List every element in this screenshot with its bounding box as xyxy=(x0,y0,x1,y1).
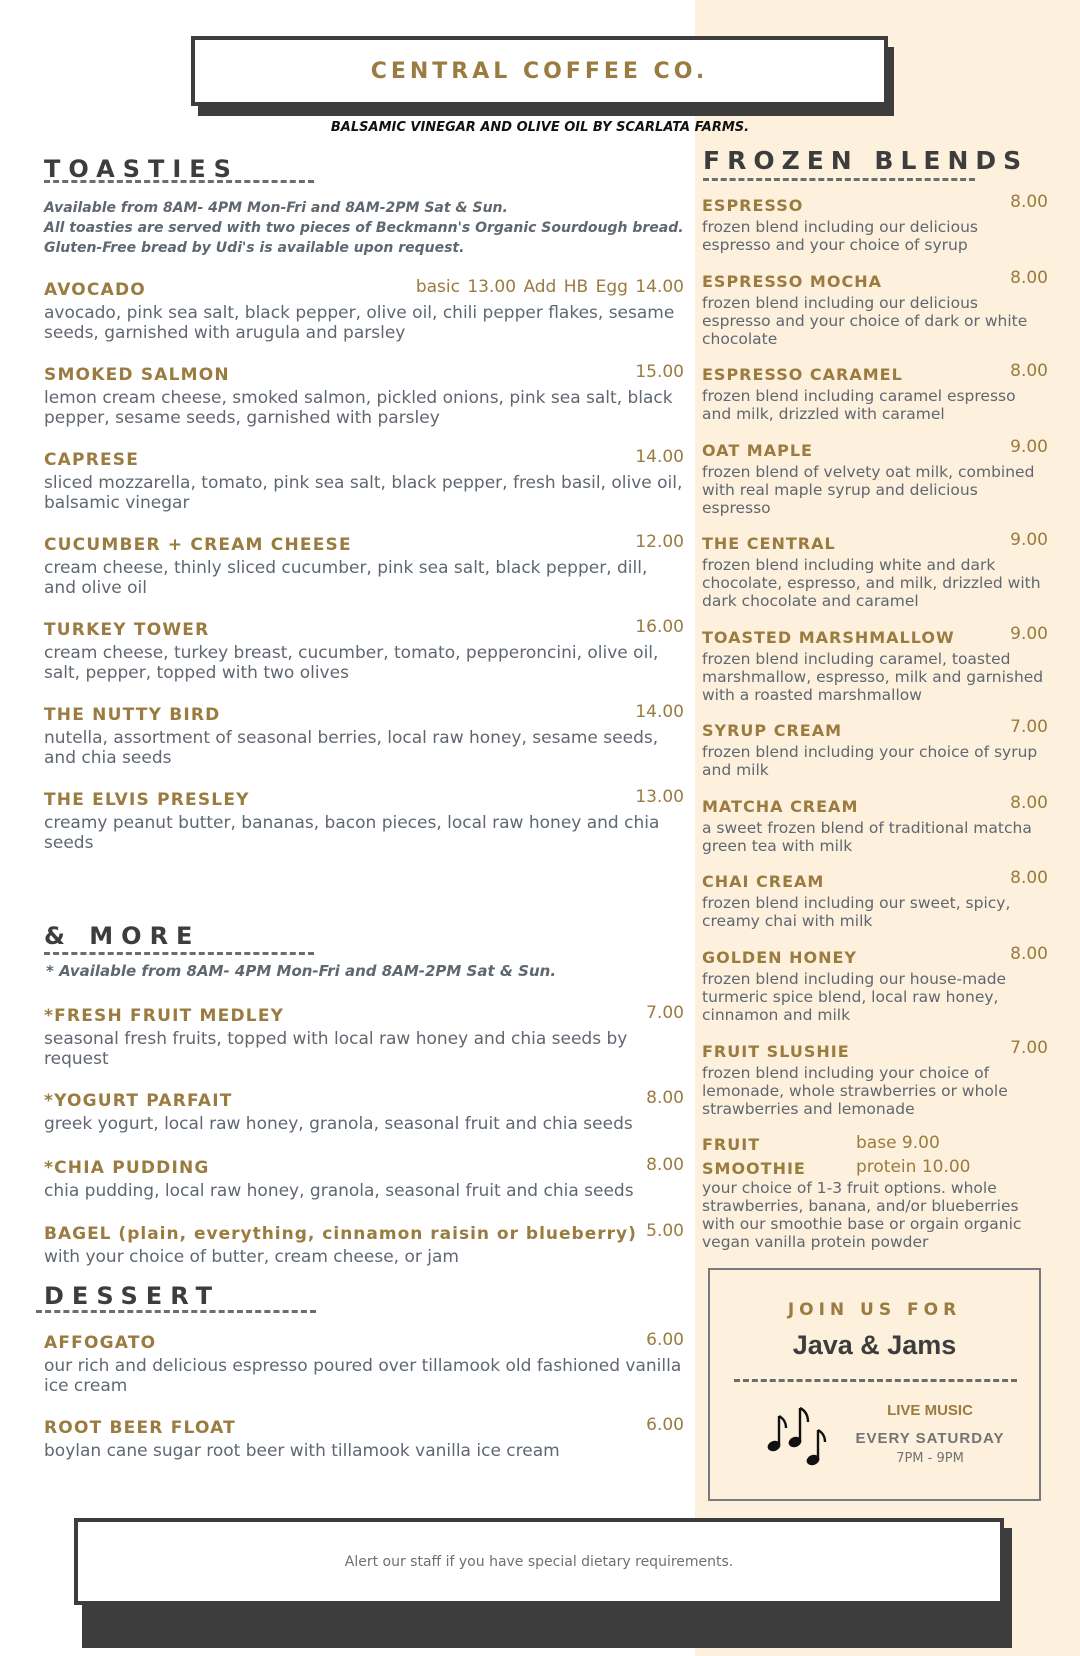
item-description: frozen blend including our delicious espresso and your choice of dark or white chocolate xyxy=(702,294,1028,348)
item-description: nutella, assortment of seasonal berries, local raw honey, sesame seeds, and chia seeds xyxy=(44,728,659,768)
menu-item-root-beer-float xyxy=(44,1417,684,1461)
item-name: ESPRESSO MOCHA xyxy=(702,272,882,291)
item-description: our rich and delicious espresso poured over tillamook old fashioned vanilla ice cream xyxy=(44,1356,682,1396)
item-price: basic 13.00 Add HB Egg 14.00 xyxy=(415,277,684,297)
item-name: SMOKED SALMON xyxy=(44,365,230,385)
item-description: frozen blend including our sweet, spicy, creamy chai with milk xyxy=(702,894,1011,930)
music-notes-icon xyxy=(762,1398,832,1468)
cafe-name: CENTRAL COFFEE CO. xyxy=(370,58,709,84)
item-description: lemon cream cheese, smoked salmon, pickled onions, pink sea salt, black pepper, sesame seeds, garnished with parsley xyxy=(44,388,673,428)
item-name: CUCUMBER + CREAM CHEESE xyxy=(44,535,352,555)
toasties-note xyxy=(44,198,684,258)
menu-item-avocado xyxy=(44,279,684,343)
menu-item-bagel xyxy=(44,1223,684,1267)
menu-item-cucumber-cream-cheese xyxy=(44,534,684,598)
item-name: *CHIA PUDDING xyxy=(44,1158,210,1178)
item-name: AFFOGATO xyxy=(44,1333,157,1353)
menu-item-nutty-bird xyxy=(44,704,684,768)
item-price: 8.00 xyxy=(1010,361,1048,381)
item-price: 8.00 xyxy=(1010,793,1048,813)
frozen-item-espresso xyxy=(702,192,1048,254)
item-description: a sweet frozen blend of traditional matcha green tea with milk xyxy=(702,819,1032,855)
item-description: avocado, pink sea salt, black pepper, olive oil, chili pepper flakes, sesame seeds, garnished with arugula and parsley xyxy=(44,303,675,343)
item-name: FRUIT SLUSHIE xyxy=(702,1042,850,1061)
item-description: frozen blend including white and dark chocolate, espresso, and milk, drizzled with dark chocolate and caramel xyxy=(702,556,1041,610)
item-price: 9.00 xyxy=(1010,624,1048,644)
item-price: 16.00 xyxy=(635,617,684,637)
toasties-note-line: Available from 8AM- 4PM Mon-Fri and 8AM-2PM Sat & Sun. xyxy=(44,200,508,216)
frozen-item-chai-cream xyxy=(702,868,1048,930)
item-description: chia pudding, local raw honey, granola, seasonal fruit and chia seeds xyxy=(44,1181,634,1201)
item-price: 13.00 xyxy=(635,787,684,807)
toasties-note-line: All toasties are served with two pieces of Beckmann's Organic Sourdough bread. xyxy=(44,220,684,236)
toasties-divider xyxy=(44,180,314,183)
item-name: SYRUP CREAM xyxy=(702,721,843,740)
item-name: ESPRESSO xyxy=(702,196,804,215)
item-description: frozen blend including caramel espresso and milk, drizzled with caramel xyxy=(702,387,1016,423)
item-name: CHAI CREAM xyxy=(702,872,825,891)
dessert-heading: DESSERT xyxy=(44,1282,220,1310)
item-description: frozen blend including your choice of lemonade, whole strawberries or whole strawberries and lemonade xyxy=(702,1064,1008,1118)
frozen-item-syrup-cream xyxy=(702,717,1048,779)
menu-item-fresh-fruit-medley xyxy=(44,1005,684,1069)
title-banner xyxy=(191,36,888,106)
item-description: frozen blend including your choice of syrup and milk xyxy=(702,743,1038,779)
item-price: 8.00 xyxy=(1010,944,1048,964)
item-name: *YOGURT PARFAIT xyxy=(44,1091,233,1111)
item-name: TURKEY TOWER xyxy=(44,620,210,640)
item-price: 8.00 xyxy=(1010,868,1048,888)
item-description: creamy peanut butter, bananas, bacon pieces, local raw honey and chia seeds xyxy=(44,813,660,853)
frozen-item-oat-maple xyxy=(702,437,1048,517)
frozen-item-fruit-slushie xyxy=(702,1038,1048,1118)
item-price: 8.00 xyxy=(646,1155,684,1175)
menu-item-chia-pudding xyxy=(44,1157,684,1201)
price-protein: protein 10.00 xyxy=(856,1157,971,1177)
item-price: 8.00 xyxy=(1010,192,1048,212)
item-name-line: FRUIT xyxy=(702,1135,761,1154)
item-name: MATCHA CREAM xyxy=(702,797,859,816)
footer-banner xyxy=(74,1518,1004,1605)
frozen-item-fruit-smoothie xyxy=(702,1135,1048,1251)
frozen-item-matcha-cream xyxy=(702,793,1048,855)
frozen-item-espresso-caramel xyxy=(702,361,1048,423)
toasties-heading: TOASTIES xyxy=(44,155,239,183)
menu-item-elvis-presley xyxy=(44,789,684,853)
item-name-line: SMOOTHIE xyxy=(702,1159,806,1178)
frozen-blends-heading: FROZEN BLENDS xyxy=(703,146,1029,175)
item-price: 9.00 xyxy=(1010,437,1048,457)
frozen-item-toasted-marshmallow xyxy=(702,624,1048,704)
dietary-notice: Alert our staff if you have special dietary requirements. xyxy=(344,1553,734,1570)
item-price: 6.00 xyxy=(646,1415,684,1435)
item-price: 14.00 xyxy=(635,702,684,722)
item-price: 9.00 xyxy=(1010,530,1048,550)
item-price: 8.00 xyxy=(1010,268,1048,288)
item-price: 8.00 xyxy=(646,1088,684,1108)
item-description: seasonal fresh fruits, topped with local raw honey and chia seeds by request xyxy=(44,1029,628,1069)
menu-item-affogato xyxy=(44,1332,684,1396)
java-and-jams-box xyxy=(708,1268,1041,1501)
frozen-item-the-central xyxy=(702,530,1048,610)
item-price: 5.00 xyxy=(646,1221,684,1241)
item-description: your choice of 1-3 fruit options. whole strawberries, banana, and/or blueberries with our smoothie base or orgain organic vegan vanilla protein powder xyxy=(702,1179,1022,1251)
item-description: cream cheese, turkey breast, cucumber, tomato, pepperoncini, olive oil, salt, pepper, topped with two olives xyxy=(44,643,659,683)
live-music-label: LIVE MUSIC xyxy=(887,1402,973,1419)
menu-item-caprese xyxy=(44,449,684,513)
toasties-note-line: Gluten-Free bread by Udi's is available upon request. xyxy=(44,240,465,256)
item-price: 6.00 xyxy=(646,1330,684,1350)
frozen-item-golden-honey xyxy=(702,944,1048,1024)
item-name: OAT MAPLE xyxy=(702,441,813,460)
menu-item-turkey-tower xyxy=(44,619,684,683)
item-description: frozen blend including caramel, toasted marshmallow, espresso, milk and garnished with a roasted marshmallow xyxy=(702,650,1044,704)
item-name: ESPRESSO CARAMEL xyxy=(702,365,903,384)
schedule-day: EVERY SATURDAY xyxy=(855,1430,1005,1447)
more-divider xyxy=(44,952,314,955)
item-description: frozen blend of velvety oat milk, combined with real maple syrup and delicious espresso xyxy=(702,463,1035,517)
item-price: 7.00 xyxy=(646,1003,684,1023)
item-name: THE NUTTY BIRD xyxy=(44,705,221,725)
price-base: base 9.00 xyxy=(856,1133,940,1153)
menu-item-yogurt-parfait xyxy=(44,1090,684,1134)
schedule-hours: 7PM - 9PM xyxy=(896,1451,964,1466)
item-price: 7.00 xyxy=(1010,717,1048,737)
supplier-note: BALSAMIC VINEGAR AND OLIVE OIL BY SCARLATA FARMS. xyxy=(330,120,750,135)
item-description: frozen blend including our house-made turmeric spice blend, local raw honey, cinnamon and milk xyxy=(702,970,1007,1024)
item-description: sliced mozzarella, tomato, pink sea salt, black pepper, fresh basil, olive oil, balsamic vinegar xyxy=(44,473,683,513)
menu-item-smoked-salmon xyxy=(44,364,684,428)
frozen-item-espresso-mocha xyxy=(702,268,1048,348)
item-price: 14.00 xyxy=(635,447,684,467)
item-name: THE ELVIS PRESLEY xyxy=(44,790,250,810)
event-title: Java & Jams xyxy=(792,1330,957,1360)
item-name: ROOT BEER FLOAT xyxy=(44,1418,236,1438)
item-description: boylan cane sugar root beer with tillamook vanilla ice cream xyxy=(44,1441,560,1461)
item-description: greek yogurt, local raw honey, granola, seasonal fruit and chia seeds xyxy=(44,1114,633,1134)
item-price: 12.00 xyxy=(635,532,684,552)
item-name: *FRESH FRUIT MEDLEY xyxy=(44,1006,285,1026)
join-kicker: JOIN US FOR xyxy=(787,1300,962,1320)
item-name: GOLDEN HONEY xyxy=(702,948,857,967)
more-heading: & MORE xyxy=(44,922,201,950)
frozen-blends-divider xyxy=(703,178,975,181)
join-divider xyxy=(734,1379,1017,1382)
item-name: THE CENTRAL xyxy=(702,534,836,553)
item-price: 7.00 xyxy=(1010,1038,1048,1058)
item-description: cream cheese, thinly sliced cucumber, pink sea salt, black pepper, dill, and olive oil xyxy=(44,558,648,598)
more-note: * Available from 8AM- 4PM Mon-Fri and 8AM-2PM Sat & Sun. xyxy=(46,962,557,980)
dessert-divider xyxy=(36,1310,316,1313)
item-price: 15.00 xyxy=(635,362,684,382)
item-name: CAPRESE xyxy=(44,450,140,470)
item-name: TOASTED MARSHMALLOW xyxy=(702,628,955,647)
item-description: frozen blend including our delicious espresso and your choice of syrup xyxy=(702,218,978,254)
item-name: BAGEL (plain, everything, cinnamon raisin or blueberry) xyxy=(44,1224,637,1244)
item-description: with your choice of butter, cream cheese, or jam xyxy=(44,1247,459,1267)
item-name: AVOCADO xyxy=(44,280,146,300)
